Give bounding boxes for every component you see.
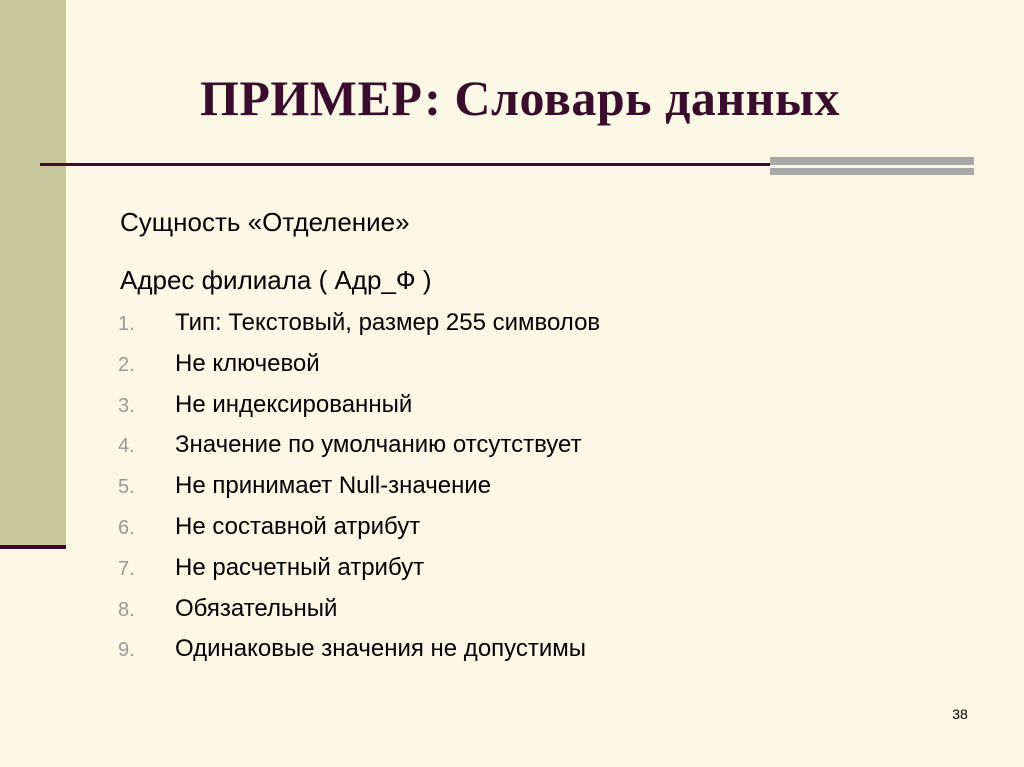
- list-item-number: 6.: [118, 516, 135, 539]
- list-item-number: 5.: [118, 476, 135, 499]
- entity-line: Сущность «Отделение»: [120, 207, 410, 237]
- gray-stripe-lower: [770, 168, 974, 175]
- list-item-number: 2.: [118, 353, 135, 376]
- list-item: [118, 629, 600, 670]
- list-item: [118, 548, 600, 589]
- list-item-number: 4.: [118, 435, 135, 458]
- list-item: [118, 466, 600, 507]
- list-item-number: 7.: [118, 557, 135, 580]
- slide-title: ПРИМЕР: Словарь данных: [199, 70, 841, 126]
- list-item: [118, 385, 600, 426]
- list-item-text: Не принимает Null-значение: [175, 472, 492, 500]
- list-item: [118, 344, 600, 385]
- list-item-number: 3.: [118, 394, 135, 417]
- list-item-number: 1.: [118, 313, 135, 335]
- list-item-text: Не составной атрибут: [175, 512, 421, 540]
- left-accent-rule: [0, 545, 66, 549]
- list-item-text: Значение по умолчанию отсутствует: [175, 431, 582, 459]
- gray-stripe-upper: [770, 157, 974, 165]
- list-item-text: Не индексированный: [175, 390, 413, 418]
- attribute-line: Адрес филиала ( Адр_Ф ): [120, 265, 432, 295]
- list-item-text: Не расчетный атрибут: [175, 553, 425, 581]
- left-accent-bar: [0, 0, 66, 545]
- list-item: [118, 589, 600, 630]
- list-item-text: Обязательный: [175, 594, 338, 622]
- list-item: [118, 507, 600, 548]
- list-item-number: 8.: [118, 598, 135, 621]
- list-item-text: Тип: Текстовый, размер 255 символов: [175, 309, 601, 336]
- list-item: [118, 303, 600, 344]
- list-item-text: Одинаковые значения не допустимы: [175, 635, 587, 663]
- attribute-properties-list: [118, 303, 600, 670]
- list-item-text: Не ключевой: [175, 349, 320, 377]
- title-divider: [40, 163, 770, 166]
- title-divider-gray-stripes: [770, 157, 974, 177]
- list-item: [118, 425, 600, 466]
- list-item-number: 9.: [118, 639, 135, 662]
- page-number: 38: [952, 706, 968, 722]
